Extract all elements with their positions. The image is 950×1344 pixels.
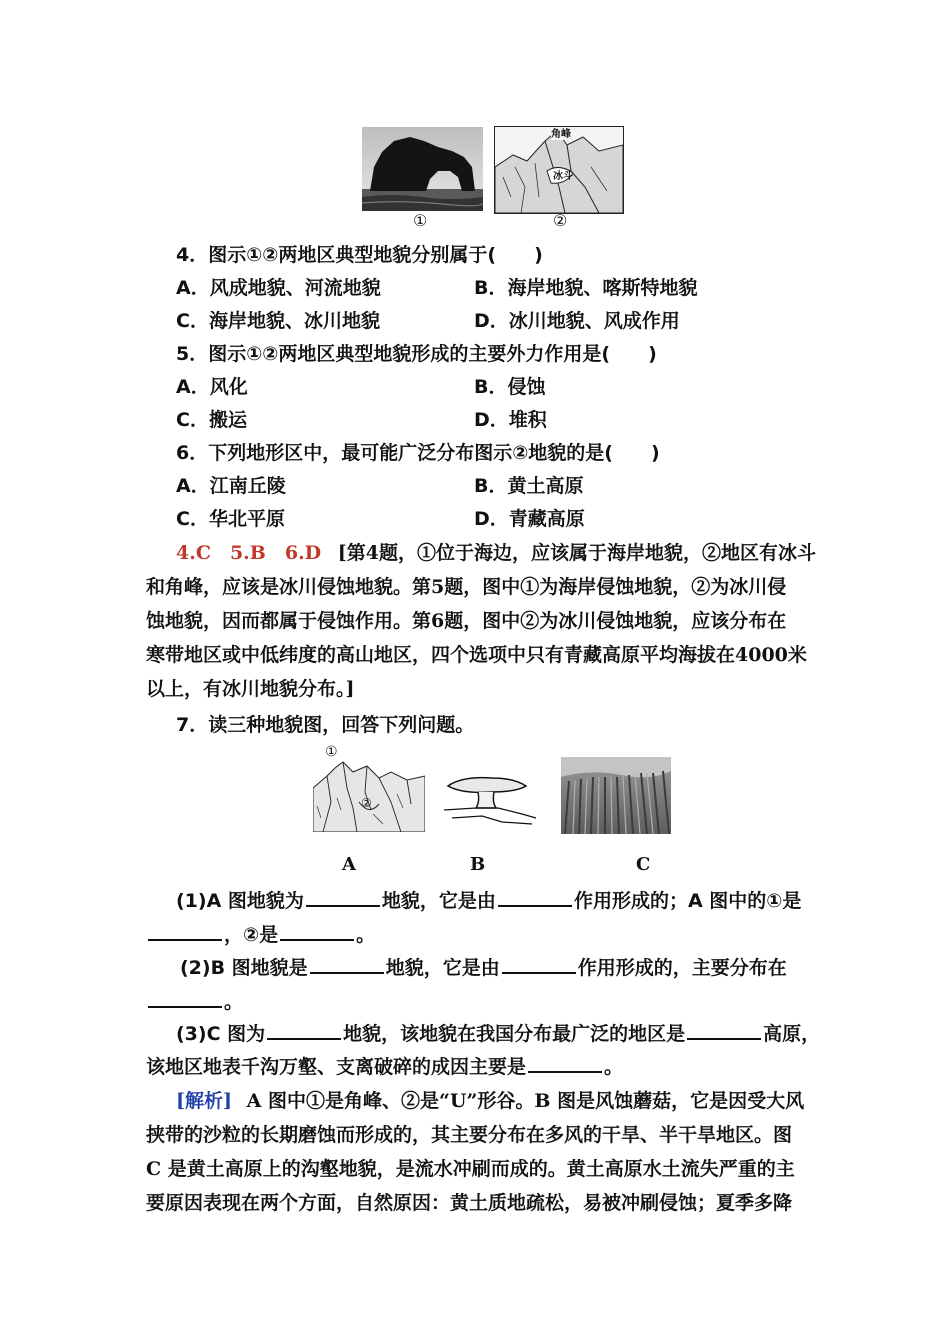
blank-5[interactable] <box>310 954 384 974</box>
q7-p1b: 地貌，它是由 <box>381 890 496 912</box>
analysis-tag: [解析] <box>176 1090 232 1112</box>
answer-line-4: 寒带地区或中低纬度的高山地区，四个选项中只有青藏高原平均海拔在4000米 <box>146 644 807 666</box>
answer-line-3: 蚀地貌，因而都属于侵蚀作用。第6题，图中②为冰川侵蚀地貌，应该分布在 <box>146 610 787 632</box>
q5-option-d[interactable]: D．堆积 <box>474 409 547 431</box>
blank-1[interactable] <box>306 887 380 907</box>
q7-p1d: ，②是 <box>224 924 279 946</box>
figure1-label-1: ① <box>413 211 428 230</box>
q6-option-d[interactable]: D．青藏高原 <box>474 508 585 530</box>
q7-p2a: (2)B 图地貌是 <box>180 957 308 979</box>
q7-p3d: 该地区地表千沟万壑、支离破碎的成因主要是 <box>146 1056 527 1078</box>
blank-4[interactable] <box>280 921 354 941</box>
peak-label: 角峰 <box>551 126 571 140</box>
analysis-line-1 <box>176 1086 804 1113</box>
sea-arch-photo <box>362 127 483 211</box>
q4-option-d[interactable]: D．冰川地貌、风成作用 <box>474 310 680 332</box>
blank-2[interactable] <box>498 887 572 907</box>
analysis-text-1: A 图中①是角峰、②是“U”形谷。B 图是风蚀蘑菇，它是因受大风 <box>246 1090 805 1112</box>
q7-p1a: (1)A 图地貌为 <box>176 890 304 912</box>
q7-part3-line1 <box>176 1019 820 1046</box>
question-5-stem: 5．图示①②两地区典型地貌形成的主要外力作用是( ) <box>176 343 657 365</box>
answer-keys: 4.C 5.B 6.D <box>176 542 322 564</box>
q7-part2-line1 <box>180 953 787 980</box>
q7-part1-line2 <box>146 920 375 947</box>
q7-p3b: 地貌，该地貌在我国分布最广泛的地区是 <box>343 1023 686 1045</box>
loess-gully-photo <box>561 757 671 834</box>
blank-3[interactable] <box>148 921 222 941</box>
blank-6[interactable] <box>502 954 576 974</box>
glacier-sketch <box>494 126 624 214</box>
q7-p1e: 。 <box>356 924 376 946</box>
q7-p2c: 作用形成的，主要分布在 <box>577 957 787 979</box>
q7-part2-line2 <box>146 987 243 1014</box>
q4-option-c[interactable]: C．海岸地貌、冰川地貌 <box>176 310 380 332</box>
q7-p2d: 。 <box>224 991 244 1013</box>
q7-part3-line2 <box>146 1052 623 1079</box>
analysis-line-2: 挟带的沙粒的长期磨蚀而形成的，其主要分布在多风的干旱、半干旱地区。图 <box>146 1124 793 1146</box>
question-4-stem: 4．图示①②两地区典型地貌分别属于( ) <box>176 244 543 266</box>
caption-c: C <box>636 854 651 875</box>
question-7-stem: 7．读三种地貌图，回答下列问题。 <box>176 714 475 736</box>
q5-option-a[interactable]: A．风化 <box>176 376 248 398</box>
blank-7[interactable] <box>148 988 222 1008</box>
q6-option-c[interactable]: C．华北平原 <box>176 508 285 530</box>
q4-option-b[interactable]: B．海岸地貌、喀斯特地貌 <box>474 277 698 299</box>
mountain-sketch-a <box>313 758 425 832</box>
q6-option-a[interactable]: A．江南丘陵 <box>176 475 286 497</box>
answer-line-5: 以上，有冰川地貌分布。] <box>146 678 355 700</box>
answer-explain-1: [第4题，①位于海边，应该属于海岸地貌，②地区有冰斗 <box>337 542 817 564</box>
fig-a-label-1: ① <box>325 744 338 760</box>
blank-8[interactable] <box>267 1020 341 1040</box>
figure1-label-2: ② <box>553 211 568 230</box>
answer-line-2: 和角峰，应该是冰川侵蚀地貌。第5题，图中①为海岸侵蚀地貌，②为冰川侵 <box>146 576 787 598</box>
answer-line-1 <box>176 538 816 565</box>
blank-9[interactable] <box>687 1020 761 1040</box>
q5-option-c[interactable]: C．搬运 <box>176 409 247 431</box>
q4-option-a[interactable]: A．风成地貌、河流地貌 <box>176 277 381 299</box>
caption-b: B <box>470 854 486 875</box>
fig-a-label-2: ② <box>361 796 372 810</box>
mushroom-rock-sketch <box>442 774 538 834</box>
question-6-stem: 6．下列地形区中，最可能广泛分布图示②地貌的是( ) <box>176 442 660 464</box>
q7-p3e: 。 <box>604 1056 624 1078</box>
q7-p3a: (3)C 图为 <box>176 1023 266 1045</box>
blank-10[interactable] <box>528 1053 602 1073</box>
caption-a: A <box>342 854 356 875</box>
q7-p1c: 作用形成的；A 图中的①是 <box>573 890 802 912</box>
cirque-label: 冰斗 <box>553 171 573 182</box>
q7-part1-line1 <box>176 886 801 913</box>
analysis-line-4: 要原因表现在两个方面，自然原因：黄土质地疏松，易被冲刷侵蚀；夏季多降 <box>146 1192 793 1214</box>
q7-p2b: 地貌，它是由 <box>385 957 500 979</box>
analysis-line-3: C 是黄土高原上的沟壑地貌，是流水冲刷而成的。黄土高原水土流失严重的主 <box>146 1158 795 1180</box>
q6-option-b[interactable]: B．黄土高原 <box>474 475 584 497</box>
q5-option-b[interactable]: B．侵蚀 <box>474 376 546 398</box>
q7-p3c: 高原， <box>763 1023 821 1045</box>
